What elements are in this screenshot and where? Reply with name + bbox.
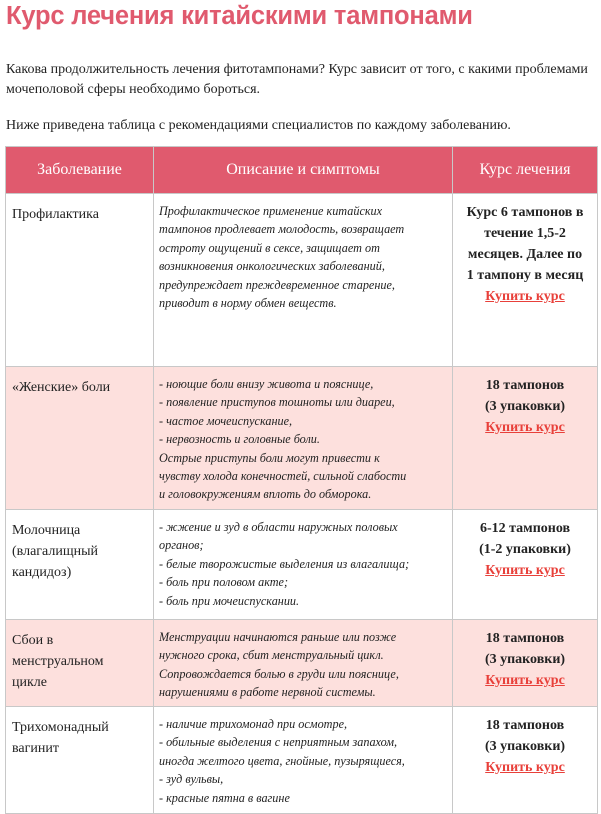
- disease-line: менструальном: [12, 654, 104, 669]
- disease-line: Сбои в: [12, 633, 54, 648]
- table-row: [6, 510, 598, 620]
- description-line: приводит в норму обмен веществ.: [159, 296, 337, 311]
- disease-line: Профилактика: [12, 207, 99, 222]
- description-line: - появление приступов тошноты или диареи,: [159, 395, 395, 410]
- description-line: - частое мочеиспускание,: [159, 413, 293, 428]
- description-line: чувству холода конечностей, сильной слабости: [159, 469, 407, 484]
- course-line: (3 упаковки): [484, 739, 566, 754]
- buy-course-link[interactable]: Купить курс: [485, 289, 565, 304]
- buy-course-link[interactable]: Купить курс: [485, 760, 565, 775]
- buy-course-link[interactable]: Купить курс: [485, 420, 565, 435]
- disease-cell: [6, 620, 154, 707]
- table-header-row: [6, 147, 598, 194]
- disease-line: «Женские» боли: [12, 380, 111, 395]
- table-intro-paragraph: Ниже приведена таблица с рекомендациями специалистов по каждому заболеванию.: [6, 118, 511, 133]
- description-line: - красные пятна в вагине: [159, 790, 290, 805]
- table-row: [6, 620, 598, 707]
- description-line: Менструации начинаются раньше или позже: [159, 630, 397, 644]
- description-line: Профилактическое применение китайских: [159, 204, 383, 218]
- description-cell: [154, 194, 453, 367]
- description-line: остроту ощущений в сексе, защищает от: [159, 240, 380, 255]
- disease-cell: [6, 510, 154, 620]
- disease-line: кандидоз): [12, 565, 72, 580]
- course-line: течение 1,5-2: [484, 226, 566, 241]
- table-row: [6, 707, 598, 814]
- buy-course-link[interactable]: Купить курс: [485, 563, 565, 578]
- disease-cell: [6, 194, 154, 367]
- description-line: - жжение и зуд в области наружных половых: [159, 520, 398, 534]
- course-line: 18 тампонов: [485, 718, 565, 733]
- intro-paragraph: Какова продолжительность лечения фитотампонами? Курс зависит от того, с какими проблемами мочеполовой сферы необходимо бороться.: [6, 62, 588, 97]
- course-line: Курс 6 тампонов в: [466, 205, 584, 220]
- header-disease: Заболевание: [6, 147, 154, 194]
- description-line: органов;: [159, 538, 204, 553]
- disease-cell: [6, 367, 154, 510]
- disease-line: (влагалищный: [12, 544, 99, 559]
- description-cell: [154, 620, 453, 707]
- description-line: - обильные выделения с неприятным запахом,: [159, 735, 398, 750]
- course-cell: [453, 707, 598, 814]
- description-cell: [154, 367, 453, 510]
- course-line: (3 упаковки): [484, 652, 566, 667]
- course-cell: [453, 367, 598, 510]
- description-line: - наличие трихомонад при осмотре,: [159, 717, 348, 731]
- disease-line: цикле: [12, 675, 47, 690]
- course-line: месяцев. Далее по: [467, 247, 583, 262]
- description-cell: [154, 510, 453, 620]
- description-line: тампонов продлевает молодость, возвращает: [159, 222, 405, 237]
- disease-line: Трихомонадный: [12, 720, 109, 735]
- course-line: 1 тампону в месяц: [466, 268, 584, 283]
- course-line: 18 тампонов: [485, 378, 565, 393]
- table-row: [6, 194, 598, 367]
- description-line: - боль при половом акте;: [159, 575, 289, 590]
- description-line: Сопровождается болью в груди или пояснице,: [159, 666, 399, 681]
- description-line: иногда желтого цвета, гнойные, пузырящиеся,: [159, 753, 405, 768]
- header-description: Описание и симптомы: [154, 147, 453, 194]
- description-cell: [154, 707, 453, 814]
- description-line: предупреждает преждевременное старение,: [159, 277, 395, 292]
- course-cell: [453, 620, 598, 707]
- course-line: 6-12 тампонов: [479, 521, 571, 536]
- description-line: нарушениями в работе нервной системы.: [159, 685, 376, 700]
- description-line: Острые приступы боли могут привести к: [159, 450, 380, 465]
- treatment-table: [5, 146, 598, 814]
- description-line: нужного срока, сбит менструальный цикл.: [159, 648, 384, 663]
- description-line: - зуд вульвы,: [159, 772, 224, 787]
- course-line: (3 упаковки): [484, 399, 566, 414]
- description-line: - нервозность и головные боли.: [159, 432, 320, 447]
- buy-course-link[interactable]: Купить курс: [485, 673, 565, 688]
- description-line: возникновения онкологических заболеваний,: [159, 259, 385, 274]
- course-cell: [453, 510, 598, 620]
- page-title: Курс лечения китайскими тампонами: [6, 2, 473, 30]
- course-line: (1-2 упаковки): [479, 542, 571, 557]
- disease-line: Молочница: [12, 523, 81, 538]
- course-line: 18 тампонов: [485, 631, 565, 646]
- disease-cell: [6, 707, 154, 814]
- table-row: [6, 367, 598, 510]
- course-cell: [453, 194, 598, 367]
- header-course: Курс лечения: [453, 147, 598, 194]
- description-line: - белые творожистые выделения из влагалища;: [159, 556, 410, 571]
- disease-line: вагинит: [12, 741, 59, 756]
- description-line: - ноющие боли внизу живота и пояснице,: [159, 377, 374, 391]
- description-line: и головокружениям вплоть до обморока.: [159, 487, 372, 502]
- description-line: - боль при мочеиспускании.: [159, 593, 300, 608]
